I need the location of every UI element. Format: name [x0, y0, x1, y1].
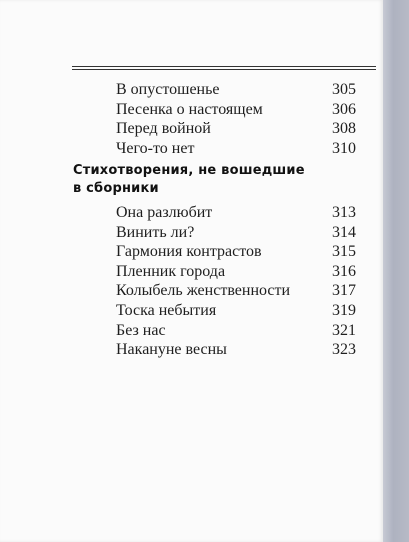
toc-entry: [0, 100, 383, 120]
toc-entry: [0, 321, 383, 341]
toc-list-bottom: [0, 203, 383, 360]
toc-entry: [0, 301, 383, 321]
toc-entry-title: Гармония контрастов: [116, 243, 262, 261]
toc-entry-page: 305: [332, 81, 356, 98]
toc-entry-page: 321: [332, 321, 356, 339]
toc-entry-title: Тоска небытия: [116, 301, 217, 319]
toc-entry: [0, 281, 383, 301]
toc-entry-title: Пленник города: [116, 262, 226, 280]
toc-entry-page: 323: [332, 341, 356, 359]
section-heading: [73, 162, 373, 198]
toc-entry: [0, 242, 383, 262]
toc-entry-title: В опустошенье: [116, 81, 220, 98]
toc-entry-page: 313: [332, 204, 356, 221]
toc-entry-page: 317: [332, 282, 356, 300]
header-rule: [72, 66, 376, 70]
toc-entry-title: Песенка о настоящем: [116, 100, 263, 118]
toc-entry-title: Перед войной: [116, 120, 211, 138]
page-edge-shadow: [383, 0, 409, 542]
toc-entry-title: Накануне весны: [116, 341, 227, 359]
toc-entry-page: 315: [332, 243, 356, 261]
toc-entry: [0, 262, 383, 282]
toc-entry-title: Она разлюбит: [116, 204, 213, 221]
toc-entry-page: 319: [332, 301, 356, 319]
toc-entry-page: 308: [332, 120, 356, 138]
toc-entry: [0, 119, 383, 139]
toc-entry-title: Без нас: [116, 321, 166, 339]
toc-entry: [0, 80, 383, 100]
toc-entry-page: 306: [332, 100, 356, 118]
section-heading-line1: Стихотворения, не вошедшие: [73, 163, 305, 178]
toc-entry: [0, 223, 383, 243]
toc-entry-title: Винить ли?: [116, 223, 195, 241]
toc-entry: [0, 340, 383, 360]
section-heading-line2: в сборники: [73, 181, 159, 196]
toc-entry: [0, 139, 383, 159]
toc-entry-page: 310: [332, 139, 356, 157]
toc-entry-page: 314: [332, 223, 356, 241]
toc-entry-title: Чего-то нет: [116, 139, 195, 157]
toc-entry-page: 316: [332, 262, 356, 280]
toc-entry-title: Колыбель женственности: [116, 282, 291, 300]
toc-entry: [0, 203, 383, 223]
toc-list-top: [0, 80, 383, 158]
